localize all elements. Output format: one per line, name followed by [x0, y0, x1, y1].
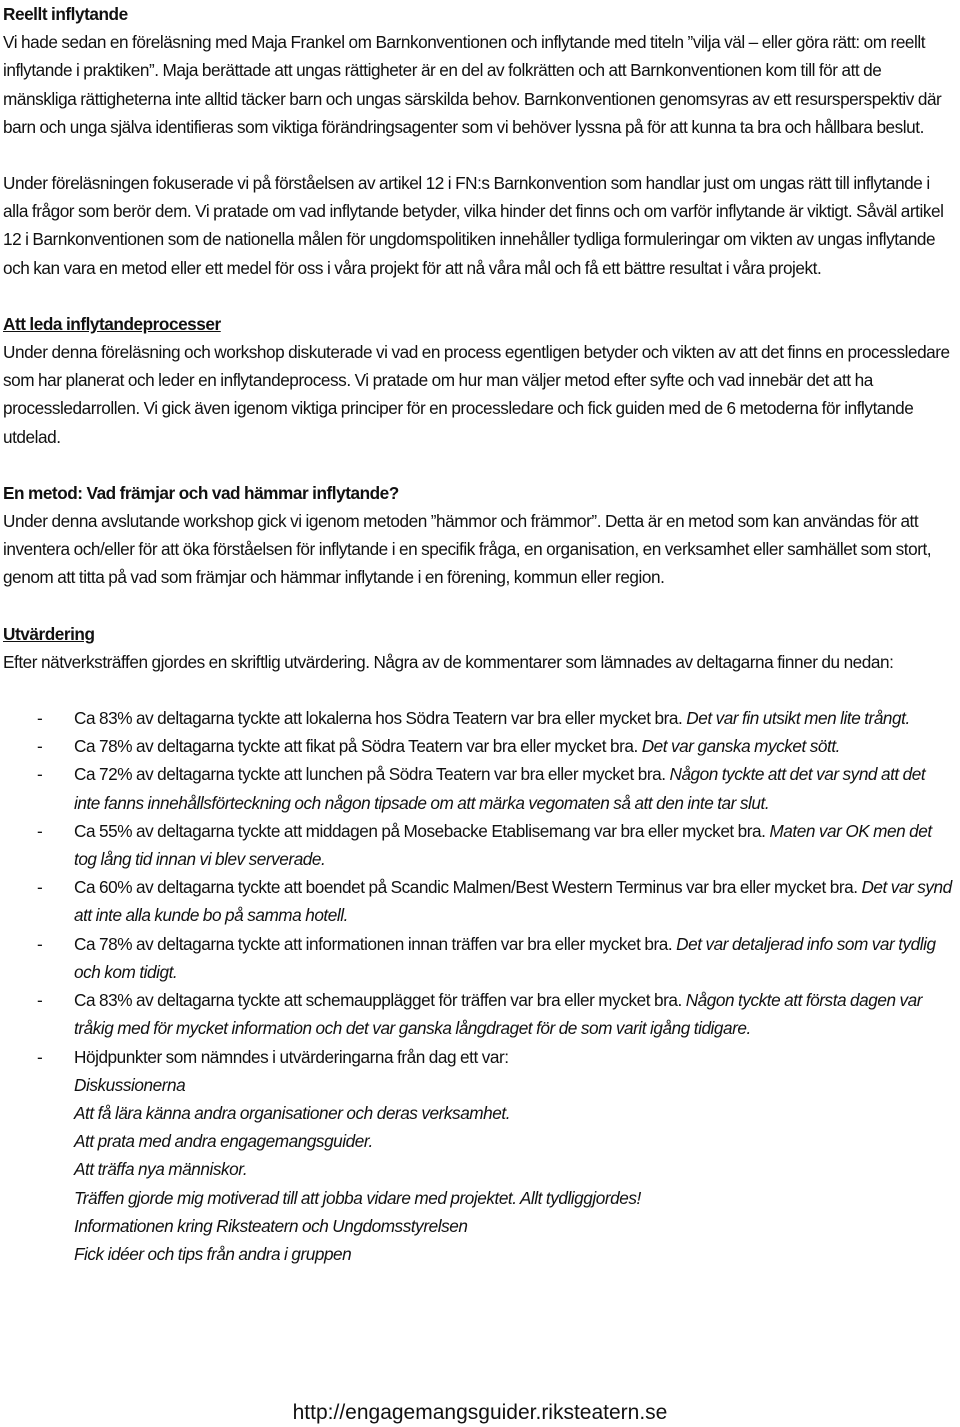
highlight-item: Fick idéer och tips från andra i gruppen: [74, 1243, 352, 1264]
list-item: [3, 1043, 955, 1071]
list-item: [3, 732, 955, 760]
list-item-comment: Det var ganska mycket sött.: [641, 736, 841, 757]
list-item: [3, 930, 955, 986]
list-dash: -: [37, 990, 43, 1011]
highlight-item: Informationen kring Riksteatern och Ungdomsstyrelsen: [74, 1215, 468, 1236]
evaluation-list: [3, 704, 955, 1071]
spacer: [3, 592, 955, 620]
paragraph-leda: Under denna föreläsning och workshop diskuterade vi vad en process egentligen betyder och vikten av att det finns en processledare som har planerat och leder en inflytandeprocess. Vi pratade om hur man väljer metod efter syfte och vad innebär det att ha processledarrollen. Vi gick även igenom viktiga principer för en processledare och fick guiden med de 6 metoderna för inflytande utdelad.: [3, 342, 950, 447]
list-item-comment: Någon tyckte att det var synd att det inte fanns innehållsförteckning och någon tipsade om att märka vegomaten så att den inte tar slut.: [74, 764, 926, 813]
list-item-text: Ca 72% av deltagarna tyckte att lunchen på Södra Teatern var bra eller mycket bra.: [74, 764, 670, 785]
spacer: [3, 141, 955, 169]
list-item-comment: Någon tyckte att första dagen var tråkig med för mycket information och det var ganska långdraget för de som varit igång tidigare.: [74, 990, 923, 1039]
list-item-text: Höjdpunkter som nämndes i utvärderingarna från dag ett var:: [74, 1046, 509, 1067]
heading-reellt-inflytande: Reellt inflytande: [3, 4, 128, 24]
list-item-text: Ca 83% av deltagarna tyckte att lokalerna hos Södra Teatern var bra eller mycket bra.: [74, 708, 687, 729]
paragraph-utvardering-intro: Efter nätverksträffen gjordes en skriftlig utvärdering. Några av de kommentarer som lämnades av deltagarna finner du nedan:: [3, 651, 894, 672]
list-item: [3, 873, 955, 929]
highlight-item: Att få lära känna andra organisationer och deras verksamhet.: [74, 1102, 511, 1123]
list-dash: -: [37, 820, 43, 841]
list-item-text: Ca 78% av deltagarna tyckte att fikat på Södra Teatern var bra eller mycket bra.: [74, 736, 642, 757]
list-item-comment: Det var fin utsikt men lite trångt.: [686, 708, 910, 729]
list-dash: -: [37, 877, 43, 898]
highlights-list: [3, 1071, 955, 1268]
heading-att-leda-inflytandeprocesser: Att leda inflytandeprocesser: [3, 313, 221, 334]
list-item-comment: Maten var OK men det tog lång tid innan vi blev serverade.: [74, 820, 932, 870]
list-item: [3, 986, 955, 1042]
list-item: [3, 817, 955, 873]
heading-utvardering: Utvärdering: [3, 623, 95, 644]
paragraph-reellt-2: Under föreläsningen fokuserade vi på förståelsen av artikel 12 i FN:s Barnkonvention som handlar just om ungas rätt till inflytande i alla frågor som berör dem. Vi pratade om vad inflytande betyder, vilka hinder det finns och om varför inflytande är viktigt. Såväl artikel 12 i Barnkonventionen som de nationella målen för ungdomspolitiken innehåller tydliga formuleringar om vikten av ungas inflytande och kan vara en metod eller ett medel för oss i våra projekt för att nå våra mål och få ett bättre resultat i våra projekt.: [3, 173, 944, 278]
spacer: [3, 451, 955, 479]
list-item-text: Ca 78% av deltagarna tyckte att informationen innan träffen var bra eller mycket bra.: [74, 933, 677, 954]
list-item-text: Ca 83% av deltagarna tyckte att schemaupplägget för träffen var bra eller mycket bra.: [74, 990, 686, 1011]
list-item: [3, 760, 955, 816]
document-body: [3, 0, 955, 1268]
list-dash: -: [37, 736, 43, 757]
highlight-item: Diskussionerna: [74, 1074, 186, 1095]
paragraph-metod: Under denna avslutande workshop gick vi igenom metoden ”hämmor och främmor”. Detta är en metod som kan användas för att inventera och/eller för att öka förståelsen för inflytande i en specifik fråga, en organisation, en verksamhet eller samhället som stort, genom att titta på vad som främjar och hämmar inflytande i en förening, kommun eller region.: [3, 511, 932, 588]
list-item-comment: Det var synd att inte alla kunde bo på samma hotell.: [74, 877, 952, 926]
list-dash: -: [37, 933, 43, 954]
list-dash: -: [37, 764, 43, 785]
list-item-comment: Det var detaljerad info som var tydlig och kom tidigt.: [74, 933, 936, 982]
spacer: [3, 282, 955, 310]
heading-en-metod: En metod: Vad främjar och vad hämmar inflytande?: [3, 482, 399, 503]
paragraph-reellt-1: Vi hade sedan en föreläsning med Maja Frankel om Barnkonventionen och inflytande med titeln ”vilja väl – eller göra rätt: om reellt inflytande i praktiken”. Maja berättade att ungas rättigheter är en del av folkrätten och att Barnkonventionen kom till för att de mänskliga rättigheterna inte alltid täcker barn och ungas särskilda behov. Barnkonventionen genomsyras av ett resursperspektiv där barn och unga själva identifieras som viktiga förändringsagenter som vi behöver lyssna på för att kunna ta bra och hållbara beslut.: [3, 32, 942, 137]
list-item-text: Ca 55% av deltagarna tyckte att middagen på Mosebacke Etablisemang var bra eller mycket bra.: [74, 820, 770, 841]
highlight-item: Att träffa nya människor.: [74, 1159, 248, 1180]
footer-url[interactable]: http://engagemangsguider.riksteatern.se: [292, 1401, 668, 1424]
list-dash: -: [37, 1046, 43, 1067]
list-item-text: Ca 60% av deltagarna tyckte att boendet på Scandic Malmen/Best Western Terminus var bra eller mycket bra.: [74, 877, 862, 898]
highlight-item: Att prata med andra engagemangsguider.: [74, 1131, 373, 1152]
list-dash: -: [37, 708, 43, 729]
highlight-item: Träffen gjorde mig motiverad till att jobba vidare med projektet. Allt tydliggjordes!: [74, 1187, 641, 1208]
list-item: [3, 704, 955, 732]
